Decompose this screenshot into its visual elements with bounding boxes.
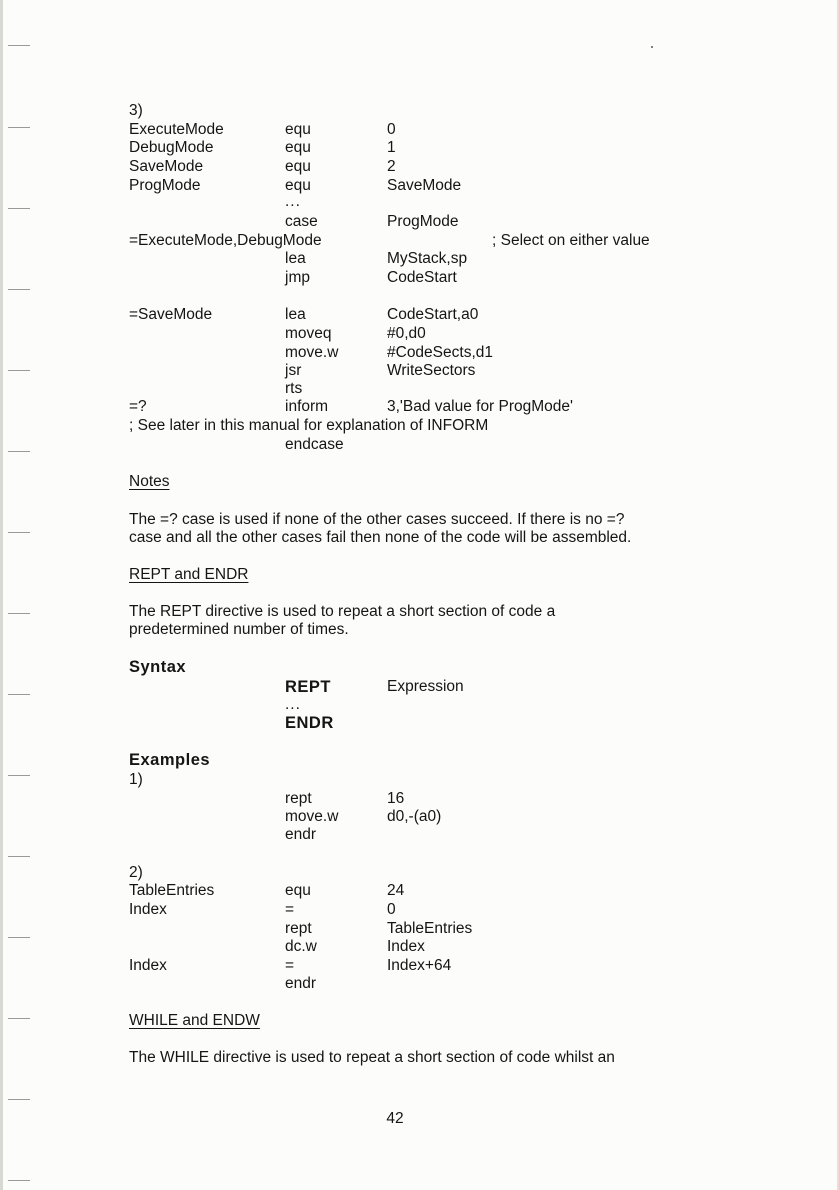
code-label: Index	[129, 901, 167, 918]
code-op: endr	[285, 826, 317, 843]
code-arg: 3,'Bad value for ProgMode'	[387, 398, 573, 415]
syntax-heading: Syntax	[129, 658, 187, 676]
binder-mark	[8, 937, 30, 938]
code-arg: 24	[387, 882, 405, 899]
code-arg: #0,d0	[387, 325, 426, 342]
case-arg: ProgMode	[387, 213, 459, 230]
scan-speck	[651, 46, 653, 48]
code-op: rts	[285, 380, 303, 397]
code-op: moveq	[285, 325, 332, 342]
paragraph-line: The REPT directive is used to repeat a short section of code a	[129, 603, 556, 620]
page-number: 42	[386, 1110, 404, 1127]
syntax-arg: Expression	[387, 678, 464, 695]
code-op: move.w	[285, 808, 339, 825]
paragraph-line: predetermined number of times.	[129, 621, 349, 638]
example-number: 2)	[129, 864, 143, 881]
code-op: endr	[285, 975, 317, 992]
code-arg: TableEntries	[387, 920, 473, 937]
binder-mark	[8, 289, 30, 290]
code-arg: Index+64	[387, 957, 452, 974]
code-comment: ; See later in this manual for explanation of INFORM	[129, 417, 489, 434]
binder-mark	[8, 856, 30, 857]
equate-op: equ	[285, 158, 311, 175]
case-label-save: =SaveMode	[129, 306, 213, 323]
equate-op: equ	[285, 177, 311, 194]
rept-heading: REPT and ENDR	[129, 566, 249, 583]
binder-mark	[8, 127, 30, 128]
binder-mark	[8, 1018, 30, 1019]
rept-paragraph	[129, 603, 709, 639]
binder-mark	[8, 451, 30, 452]
code-op: jmp	[285, 269, 310, 286]
code-label: TableEntries	[129, 882, 215, 899]
examples-heading: Examples	[129, 751, 211, 769]
code-op: jsr	[285, 362, 302, 379]
notes-paragraph	[129, 511, 709, 547]
syntax-keyword: REPT	[285, 678, 332, 696]
code-op: lea	[285, 306, 306, 323]
code-op: =	[285, 901, 295, 918]
equate-arg: 2	[387, 158, 396, 175]
code-arg: MyStack,sp	[387, 250, 468, 267]
binder-mark	[8, 1180, 30, 1181]
equate-arg: 1	[387, 139, 396, 156]
binder-mark	[8, 694, 30, 695]
equate-label: ProgMode	[129, 177, 201, 194]
binder-mark	[8, 613, 30, 614]
code-arg: Index	[387, 938, 425, 955]
equate-op: equ	[285, 139, 311, 156]
example-number: 1)	[129, 771, 143, 788]
code-arg: WriteSectors	[387, 362, 476, 379]
code-arg: 0	[387, 901, 396, 918]
binder-mark	[8, 208, 30, 209]
code-op: equ	[285, 882, 311, 899]
equate-arg: SaveMode	[387, 177, 462, 194]
equate-label: DebugMode	[129, 139, 214, 156]
binder-mark	[8, 775, 30, 776]
while-heading: WHILE and ENDW	[129, 1012, 260, 1029]
code-op: endcase	[285, 436, 344, 453]
code-op: inform	[285, 398, 329, 415]
code-op: move.w	[285, 344, 339, 361]
binder-mark	[8, 1099, 30, 1100]
code-arg: d0,-(a0)	[387, 808, 442, 825]
case-op: case	[285, 213, 318, 230]
notes-heading: Notes	[129, 473, 170, 490]
equate-arg: 0	[387, 121, 396, 138]
code-op: dc.w	[285, 938, 317, 955]
ellipsis: ...	[285, 193, 301, 210]
code-op: =	[285, 957, 295, 974]
code-arg: #CodeSects,d1	[387, 344, 493, 361]
example-number: 3)	[129, 102, 143, 119]
while-paragraph	[129, 1049, 709, 1067]
equate-label: SaveMode	[129, 158, 204, 175]
paragraph-line: case and all the other cases fail then none of the code will be assembled.	[129, 529, 632, 546]
code-op: rept	[285, 920, 312, 937]
syntax-keyword: ENDR	[285, 714, 334, 732]
code-arg: 16	[387, 790, 405, 807]
case-label-default: =?	[129, 398, 147, 415]
case-comment: ; Select on either value	[492, 232, 650, 249]
code-op: rept	[285, 790, 312, 807]
ellipsis: ...	[285, 696, 301, 713]
binder-mark	[8, 370, 30, 371]
code-label: Index	[129, 957, 167, 974]
binder-mark	[8, 532, 30, 533]
page-left-edge	[0, 0, 3, 1190]
case-label-execute: =ExecuteMode,DebugMode	[129, 232, 322, 249]
equate-op: equ	[285, 121, 311, 138]
code-arg: CodeStart,a0	[387, 306, 479, 323]
code-op: lea	[285, 250, 306, 267]
equate-label: ExecuteMode	[129, 121, 224, 138]
binder-mark	[8, 45, 30, 46]
code-arg: CodeStart	[387, 269, 457, 286]
paragraph-line: The WHILE directive is used to repeat a short section of code whilst an	[129, 1049, 615, 1066]
paragraph-line: The =? case is used if none of the other cases succeed. If there is no =?	[129, 511, 625, 528]
